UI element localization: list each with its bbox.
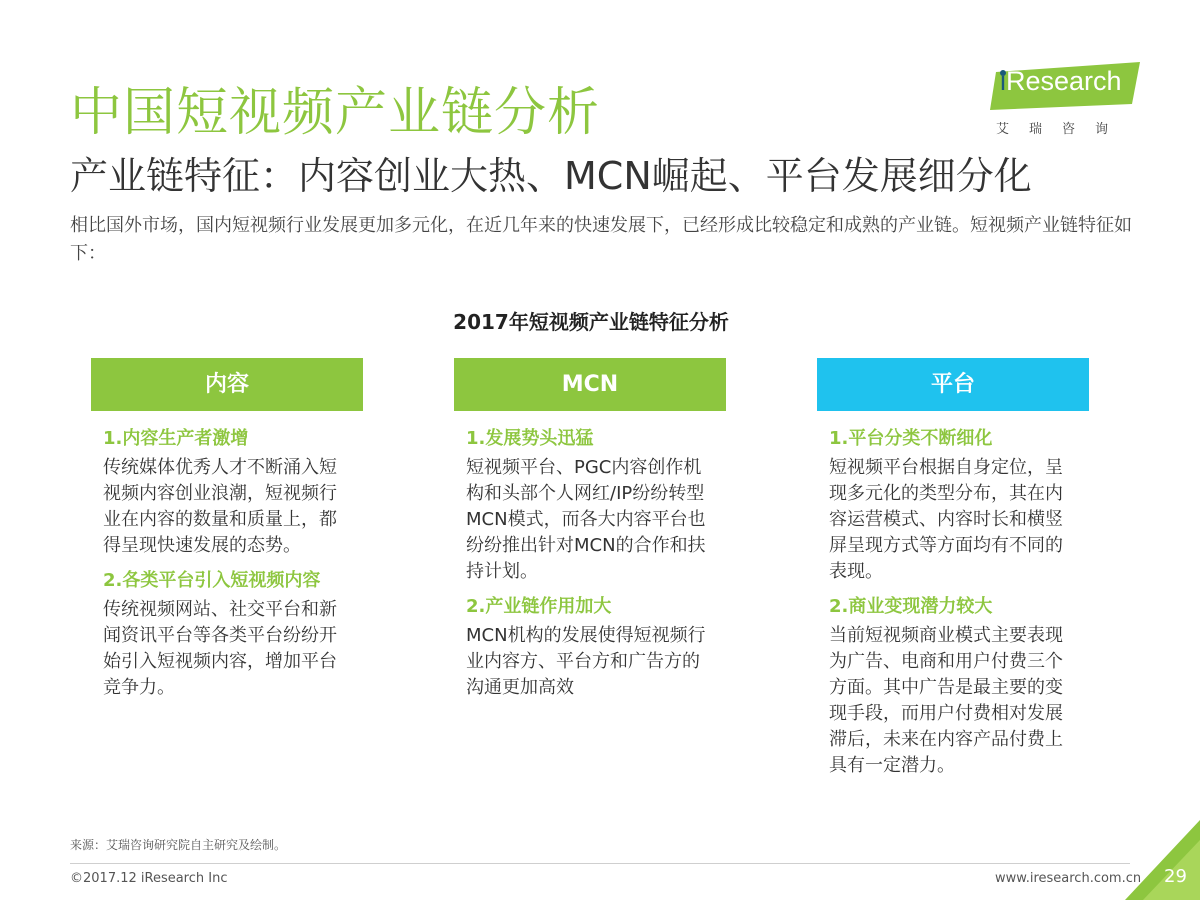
- column-body: [454, 411, 716, 701]
- column-platform: [817, 358, 1089, 787]
- source-note: 来源：艾瑞咨询研究院自主研究及绘制。: [70, 838, 287, 852]
- section-title: 2017年短视频产业链特征分析: [453, 310, 729, 334]
- point-text: 当前短视频商业模式主要表现为广告、电商和用户付费三个方面。其中广告是最主要的变现手段，而用户付费相对发展滞后，未来在内容产品付费上具有一定潜力。: [829, 625, 1063, 776]
- column-content: [91, 358, 363, 709]
- point-title: 1.发展势头迅猛: [466, 428, 594, 449]
- point-title: 2.产业链作用加大: [466, 596, 612, 617]
- footer-website-link[interactable]: www.iresearch.com.cn: [995, 871, 1142, 886]
- point-title: 1.内容生产者激增: [103, 428, 249, 449]
- page-title: 中国短视频产业链分析: [70, 83, 601, 143]
- point-title: 1.平台分类不断细化: [829, 428, 993, 449]
- logo-wordmark: [1000, 66, 1122, 97]
- footer-copyright: ©2017.12 iResearch Inc: [70, 871, 228, 886]
- point-title: 2.各类平台引入短视频内容: [103, 570, 321, 591]
- logo-wordmark-rest: Research: [1006, 66, 1122, 96]
- column-header-content: 内容: [91, 358, 363, 411]
- logo-wordmark-i: i: [1000, 66, 1006, 96]
- column-body: [817, 411, 1079, 779]
- point-text: 短视频平台根据自身定位，呈现多元化的类型分布，其在内容运营模式、内容时长和横竖屏呈现方式等方面均有不同的表现。: [829, 457, 1063, 582]
- column-header-platform: 平台: [817, 358, 1089, 411]
- point-title: 2.商业变现潜力较大: [829, 596, 993, 617]
- logo-chinese-name: 艾瑞咨询: [996, 122, 1129, 137]
- column-body: [91, 411, 353, 701]
- point-text: 短视频平台、PGC内容创作机构和头部个人网红/IP纷纷转型MCN模式，而各大内容平台也纷纷推出针对MCN的合作和扶持计划。: [466, 457, 706, 582]
- footer-divider: [70, 863, 1130, 864]
- point-text: MCN机构的发展使得短视频行业内容方、平台方和广告方的沟通更加高效: [466, 625, 706, 698]
- intro-paragraph: 相比国外市场，国内短视频行业发展更加多元化，在近几年来的快速发展下，已经形成比较稳定和成熟的产业链。短视频产业链特征如下：: [70, 215, 1132, 264]
- point-text: 传统媒体优秀人才不断涌入短视频内容创业浪潮，短视频行业在内容的数量和质量上，都得呈现快速发展的态势。: [103, 457, 337, 556]
- column-header-mcn: MCN: [454, 358, 726, 411]
- corner-triangle-decoration: [1125, 820, 1200, 900]
- page-subtitle: 产业链特征：内容创业大热、MCN崛起、平台发展细分化: [70, 154, 1032, 198]
- column-mcn: [454, 358, 726, 709]
- iresearch-logo: [990, 62, 1140, 142]
- page-number: 29: [1164, 866, 1187, 887]
- point-text: 传统视频网站、社交平台和新闻资讯平台等各类平台纷纷开始引入短视频内容，增加平台竞争力。: [103, 599, 337, 698]
